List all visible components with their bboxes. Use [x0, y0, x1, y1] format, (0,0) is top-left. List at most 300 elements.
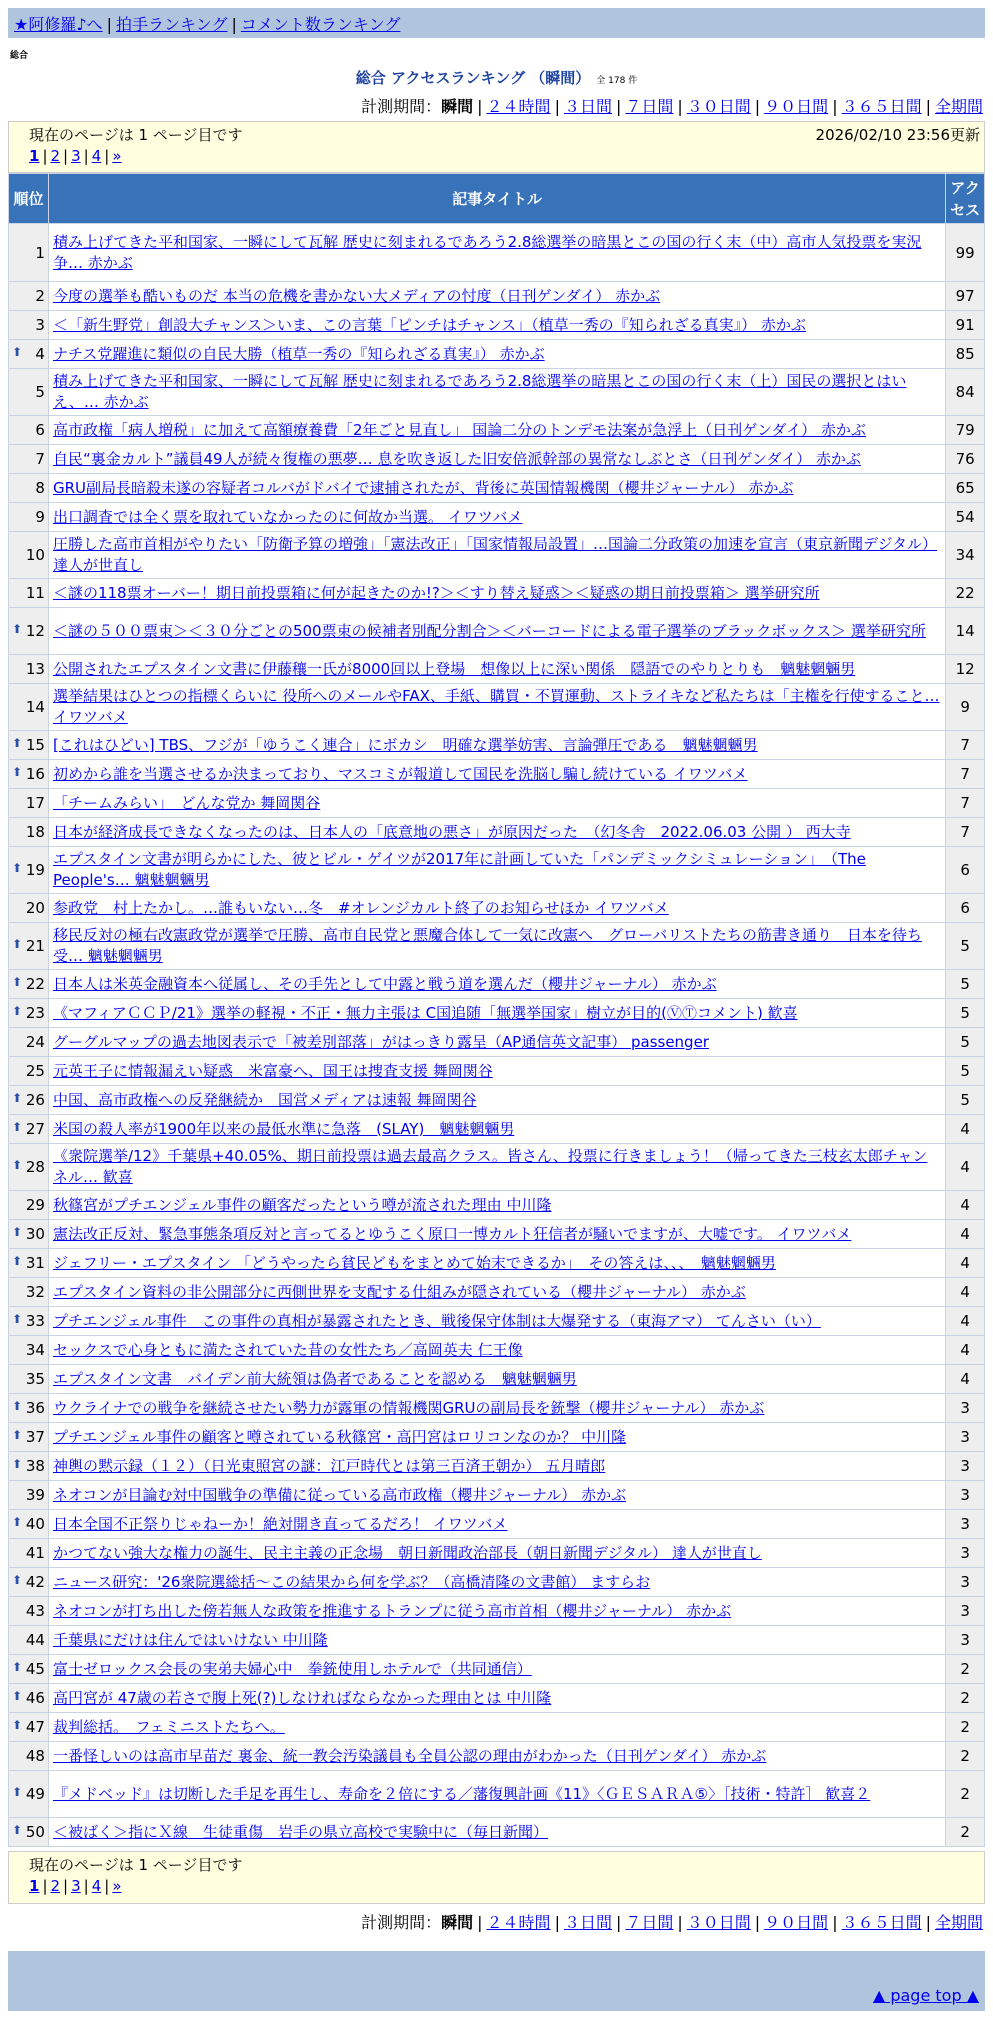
article-link[interactable]: ＜被ばく＞指にＸ線 生徒重傷 岩手の県立高校で実験中に（毎日新聞）: [52, 1822, 548, 1841]
rank-cell: [9, 894, 49, 923]
rank-number: 33: [25, 1312, 45, 1330]
access-count: 84: [946, 369, 985, 416]
rank-number: 32: [25, 1283, 45, 1301]
rank-number: 3: [35, 316, 45, 334]
table-row: [9, 1423, 985, 1452]
access-count: 4: [946, 1278, 985, 1307]
rank-cell: [9, 1771, 49, 1818]
title-cell: [48, 1539, 945, 1568]
rank-cell: [9, 1655, 49, 1684]
article-link[interactable]: 《マフィアＣＣＰ/21》選挙の軽視・不正・無力主張は C国追随「無選挙国家」樹立が目的(ⓋⓉコメント) 歓喜: [52, 1003, 798, 1022]
separator: |: [677, 1913, 683, 1932]
separator: |: [42, 147, 48, 165]
access-count: 85: [946, 340, 985, 369]
table-row: [9, 503, 985, 532]
rank-number: 4: [35, 345, 45, 363]
rank-up-arrow-icon: ⬆: [12, 1312, 23, 1326]
access-count: 4: [946, 1191, 985, 1220]
article-link[interactable]: 秋篠宮がプチエンジェル事件の顧客だったという噂が流された理由 中川隆: [52, 1195, 552, 1214]
rank-number: 16: [25, 765, 45, 783]
period-link-2[interactable]: ７日間: [625, 97, 674, 116]
title-cell: [48, 923, 945, 970]
table-row: [9, 999, 985, 1028]
bottom-bar: [8, 1951, 985, 1981]
rank-up-arrow-icon: ⬆: [12, 1120, 23, 1134]
rank-number: 2: [35, 287, 45, 305]
article-link[interactable]: 出口調査では全く票を取れていなかったのに何故か当選。 イワツバメ: [52, 507, 523, 526]
table-row: [9, 282, 985, 311]
access-count: 3: [946, 1394, 985, 1423]
article-link[interactable]: 『メドベッド』は切断した手足を再生し、寿命を２倍にする／藩復興計画《11》〈ＧＥＳＡＲＡ⑤〉［技術・特許］ 歓喜２: [52, 1784, 871, 1803]
table-row: [9, 818, 985, 847]
article-link[interactable]: [これはひどい] TBS、フジが「ゆうこく連合」にボカシ 明確な選挙妨害、言論弾圧である 魑魅魍魎男: [52, 735, 758, 754]
access-count: 2: [946, 1818, 985, 1847]
rank-cell: [9, 684, 49, 731]
access-count: 7: [946, 731, 985, 760]
period-link-3-bottom[interactable]: ３０日間: [686, 1913, 751, 1932]
article-link[interactable]: 今度の選挙も酷いものだ 本当の危機を書かない大メディアの忖度（日刊ゲンダイ） 赤かぶ: [52, 286, 661, 305]
title-cell: [48, 1191, 945, 1220]
article-link[interactable]: かつてない強大な権力の誕生、民主主義の正念場 朝日新聞政治部長（朝日新聞デジタル） 達人が世直し: [52, 1543, 762, 1562]
page-link-3-bottom[interactable]: 3: [71, 1877, 81, 1895]
article-link[interactable]: 選挙結果はひとつの指標くらいに 役所へのメールやFAX、手紙、購買・不買運動、ストライキなど私たちは「主権を行使すること… イワツバメ: [52, 687, 940, 726]
rank-cell: [9, 999, 49, 1028]
rank-cell: [9, 503, 49, 532]
article-link[interactable]: ジェフリー・エプスタイン 「どうやったら貧民どもをまとめて始末できるか」 その答えは、、、 魑魅魍魎男: [52, 1253, 776, 1272]
article-link[interactable]: プチエンジェル事件 この事件の真相が暴露されたとき、戦後保守体制は大爆発する（東海アマ） てんさい（い）: [52, 1311, 821, 1330]
rank-up-arrow-icon: ⬆: [12, 1004, 23, 1018]
rank-cell: [9, 1568, 49, 1597]
access-count: 12: [946, 655, 985, 684]
title-cell: [48, 1597, 945, 1626]
rank-number: 48: [25, 1747, 45, 1765]
page-top-link[interactable]: ▲ page top ▲: [872, 1986, 979, 2005]
article-link[interactable]: エプスタイン資料の非公開部分に西側世界を支配する仕組みが隠されている（櫻井ジャーナル） 赤かぶ: [52, 1282, 746, 1301]
title-cell: [48, 1771, 945, 1818]
title-cell: [48, 894, 945, 923]
period-link-6[interactable]: 全期間: [934, 97, 983, 116]
title-cell: [48, 1684, 945, 1713]
period-link-6-bottom[interactable]: 全期間: [934, 1913, 983, 1932]
table-row: [9, 847, 985, 894]
article-link[interactable]: 日本人は米英金融資本へ従属し、その手先として中露と戦う道を選んだ（櫻井ジャーナル） 赤かぶ: [52, 974, 717, 993]
rank-number: 7: [35, 450, 45, 468]
article-link[interactable]: 一番怪しいのは高市早苗だ 裏金、統一教会汚染議員も全員公認の理由がわかった（日刊ゲンダイ） 赤かぶ: [52, 1746, 767, 1765]
article-link[interactable]: 高円宮が 47歳の若さで腹上死(?)しなければならなかった理由とは 中川隆: [52, 1688, 552, 1707]
title-cell: [48, 311, 945, 340]
separator: |: [925, 97, 931, 116]
rank-cell: [9, 1742, 49, 1771]
rank-number: 50: [25, 1823, 45, 1841]
separator: |: [83, 147, 89, 165]
article-link[interactable]: 積み上げてきた平和国家、一瞬にして瓦解 歴史に刻まれるであろう2.8総選挙の暗黒とこの国の行く末（上）国民の選択とはいえ、… 赤かぶ: [52, 372, 907, 411]
rank-number: 14: [25, 698, 45, 716]
rank-number: 43: [25, 1602, 45, 1620]
table-header-row: [9, 174, 985, 224]
article-link[interactable]: エプスタイン文書が明らかにした、彼とビル・ゲイツが2017年に計画していた「パンデミックシミュレーション」 （The People's… 魑魅魍魎男: [52, 850, 866, 889]
title-cell: [48, 1144, 945, 1191]
article-link[interactable]: 元英王子に情報漏えい疑惑 米富豪へ、国王は捜査支援 舞岡関谷: [52, 1061, 493, 1080]
access-count: 54: [946, 503, 985, 532]
rank-cell: [9, 789, 49, 818]
rank-cell: [9, 340, 49, 369]
table-row: [9, 1481, 985, 1510]
rank-up-arrow-icon: ⬆: [12, 1091, 23, 1105]
rank-cell: [9, 923, 49, 970]
rank-number: 20: [25, 899, 45, 917]
rank-number: 46: [25, 1689, 45, 1707]
rank-up-arrow-icon: ⬆: [12, 1399, 23, 1413]
access-count: 6: [946, 894, 985, 923]
title-cell: [48, 1394, 945, 1423]
period-link-2-bottom[interactable]: ７日間: [625, 1913, 674, 1932]
ranking-table-body: [9, 224, 985, 1847]
access-count: 4: [946, 1336, 985, 1365]
rank-up-arrow-icon: ⬆: [12, 861, 23, 875]
article-link[interactable]: 初めから誰を当選させるか決まっており、マスコミが報道して国民を洗脳し騙し続けている イワツバメ: [52, 764, 748, 783]
table-row: [9, 1818, 985, 1847]
rank-cell: [9, 1481, 49, 1510]
header-title: 記事タイトル: [48, 174, 945, 224]
title-cell: [48, 1115, 945, 1144]
article-link[interactable]: プチエンジェル事件の顧客と噂されている秋篠宮・高円宮はロリコンなのか？ 中川隆: [52, 1427, 627, 1446]
access-count: 3: [946, 1452, 985, 1481]
article-link[interactable]: ナチス党躍進に類似の自民大勝（植草一秀の『知られざる真実』） 赤かぶ: [52, 344, 545, 363]
rank-up-arrow-icon: ⬆: [12, 1225, 23, 1239]
rank-up-arrow-icon: ⬆: [12, 1428, 23, 1442]
rank-number: 47: [25, 1718, 45, 1736]
rank-number: 26: [25, 1091, 45, 1109]
rank-up-arrow-icon: ⬆: [12, 1254, 23, 1268]
article-link[interactable]: グーグルマップの過去地図表示で「被差別部落」がはっきり露呈（AP通信英文記事） passenger: [52, 1032, 709, 1051]
title-cell: [48, 340, 945, 369]
rank-up-arrow-icon: ⬆: [12, 1823, 23, 1837]
rank-cell: [9, 818, 49, 847]
rank-up-arrow-icon: ⬆: [12, 765, 23, 779]
separator: |: [477, 97, 483, 116]
separator: |: [754, 97, 761, 116]
period-link-1-bottom[interactable]: ３日間: [563, 1913, 612, 1932]
title-cell: [48, 789, 945, 818]
rank-cell: [9, 369, 49, 416]
period-link-5[interactable]: ３６５日間: [841, 97, 922, 116]
rank-cell: [9, 1818, 49, 1847]
rank-cell: [9, 1452, 49, 1481]
article-link[interactable]: ＜謎の118票オーバー！期日前投票箱に何が起きたのか!?＞＜すり替え疑惑＞＜疑惑の期日前投票箱＞ 選挙研究所: [52, 583, 820, 602]
title-cell: [48, 445, 945, 474]
page-title-row: [0, 67, 993, 88]
rank-cell: [9, 1539, 49, 1568]
title-cell: [48, 1278, 945, 1307]
rank-cell: [9, 311, 49, 340]
page-link-4[interactable]: 4: [91, 147, 102, 165]
table-row: [9, 894, 985, 923]
rank-cell: [9, 579, 49, 608]
title-cell: [48, 1365, 945, 1394]
period-link-1[interactable]: ３日間: [563, 97, 612, 116]
period-link-4[interactable]: ９０日間: [764, 97, 829, 116]
rank-up-arrow-icon: ⬆: [12, 1785, 23, 1799]
rank-cell: [9, 1278, 49, 1307]
rank-cell: [9, 1510, 49, 1539]
rank-number: 45: [25, 1660, 45, 1678]
article-link[interactable]: 《衆院選挙/12》千葉県+40.05%、期日前投票は過去最高クラス。皆さん、投票に行きましょう！（帰ってきた三枝玄太郎チャンネル… 歓喜: [52, 1147, 928, 1186]
period-link-3[interactable]: ３０日間: [686, 97, 751, 116]
article-link[interactable]: 高市政権「病人増税」に加えて高額療養費「2年ごと見直し」 国論二分のトンデモ法案が急浮上（日刊ゲンダイ） 赤かぶ: [52, 420, 866, 439]
title-cell: [48, 579, 945, 608]
rank-number: 9: [35, 508, 45, 526]
top-nav-bar: [8, 8, 985, 38]
separator: |: [615, 1913, 622, 1932]
table-row: [9, 224, 985, 282]
rank-number: 21: [25, 937, 45, 955]
rank-cell: [9, 474, 49, 503]
table-row: [9, 579, 985, 608]
article-link[interactable]: 日本全国不正祭りじゃねーか！絶対開き直ってるだろ！ イワツバメ: [52, 1514, 508, 1533]
title-cell: [48, 1818, 945, 1847]
title-cell: [48, 1452, 945, 1481]
genre-label: 総合: [10, 51, 29, 61]
access-count: 79: [946, 416, 985, 445]
separator: |: [83, 1877, 89, 1895]
table-row: [9, 1365, 985, 1394]
rank-cell: [9, 970, 49, 999]
page-current[interactable]: 1: [29, 147, 40, 165]
rank-cell: [9, 655, 49, 684]
title-cell: [48, 1086, 945, 1115]
title-cell: [48, 818, 945, 847]
article-link[interactable]: ウクライナでの戦争を継続させたい勢力が露軍の情報機関GRUの副局長を銃撃（櫻井ジャーナル） 赤かぶ: [52, 1398, 765, 1417]
title-cell: [48, 416, 945, 445]
separator: |: [925, 1913, 931, 1932]
rank-cell: [9, 1713, 49, 1742]
page-link-4-bottom[interactable]: 4: [91, 1877, 102, 1895]
nav-link-asyura[interactable]: ★阿修羅♪へ: [14, 15, 103, 34]
table-row: [9, 1597, 985, 1626]
title-cell: [48, 1028, 945, 1057]
access-count: 5: [946, 999, 985, 1028]
rank-number: 31: [25, 1254, 45, 1272]
article-link[interactable]: ＜謎の５００票束＞＜３０分ごとの500票束の候補者別配分割合＞＜バーコードによる電子選挙のブラックボックス＞ 選挙研究所: [52, 621, 926, 640]
rank-number: 18: [25, 823, 45, 841]
article-link[interactable]: 参政党 村上たかし。…誰もいない…冬 #オレンジカルト終了のお知らせほか イワツバメ: [52, 898, 669, 917]
title-cell: [48, 1626, 945, 1655]
rank-number: 11: [25, 584, 45, 602]
separator: |: [477, 1913, 483, 1932]
rank-number: 28: [25, 1158, 45, 1176]
access-count: 2: [946, 1771, 985, 1818]
period-current: 瞬間: [441, 97, 474, 116]
article-link[interactable]: 日本が経済成長できなくなったのは、日本人の「底意地の悪さ」が原因だった （幻冬舎 2022.06.03 公開 ） 西大寺: [52, 822, 851, 841]
period-link-0[interactable]: ２４時間: [486, 97, 551, 116]
nav-link-applause-ranking[interactable]: 拍手ランキング: [115, 15, 228, 34]
article-link[interactable]: GRU副局長暗殺未遂の容疑者コルバがドバイで逮捕されたが、背後に英国情報機関（櫻井ジャーナル） 赤かぶ: [52, 478, 794, 497]
rank-number: 27: [25, 1120, 45, 1138]
rank-number: 17: [25, 794, 45, 812]
rank-cell: [9, 1684, 49, 1713]
rank-up-arrow-icon: ⬆: [12, 1689, 23, 1703]
article-link[interactable]: ＜「新生野党」創設大チャンス＞いま、この言葉「ピンチはチャンス」（植草一秀の『知られざる真実』） 赤かぶ: [52, 315, 806, 334]
table-row: [9, 923, 985, 970]
access-count: 5: [946, 923, 985, 970]
page-info-box-bottom: [8, 1851, 985, 1904]
table-row: [9, 474, 985, 503]
separator: |: [677, 97, 683, 116]
page-next-link[interactable]: »: [112, 147, 122, 165]
article-link[interactable]: 「チームみらい」 どんな党か 舞岡関谷: [52, 793, 321, 812]
period-link-4-bottom[interactable]: ９０日間: [764, 1913, 829, 1932]
table-row: [9, 340, 985, 369]
article-link[interactable]: ネオコンが打ち出した傍若無人な政策を推進するトランプに従う高市首相（櫻井ジャーナル） 赤かぶ: [52, 1601, 732, 1620]
access-count: 2: [946, 1684, 985, 1713]
rank-number: 38: [25, 1457, 45, 1475]
separator: |: [832, 97, 838, 116]
updated-timestamp: 2026/02/10 23:56更新: [815, 126, 980, 144]
table-row: [9, 1626, 985, 1655]
title-cell: [48, 369, 945, 416]
rank-cell: [9, 1086, 49, 1115]
title-cell: [48, 282, 945, 311]
access-count: 76: [946, 445, 985, 474]
rank-up-arrow-icon: ⬆: [12, 1515, 23, 1529]
rank-up-arrow-icon: ⬆: [12, 345, 23, 359]
article-link[interactable]: 移民反対の極右改憲政党が選挙で圧勝、高市自民党と悪魔合体して一気に改憲へ グローバリストたちの筋書き通り 日本を待ち受… 魑魅魍魎男: [52, 926, 922, 965]
rank-cell: [9, 1057, 49, 1086]
rank-cell: [9, 847, 49, 894]
article-link[interactable]: ニュース研究：'26衆院選総括～この結果から何を学ぶ？（高橋清隆の文書館） ますらお: [52, 1572, 651, 1591]
separator: |: [63, 147, 69, 165]
page-link-2-bottom[interactable]: 2: [50, 1877, 61, 1895]
rank-number: 24: [25, 1033, 45, 1051]
table-row: [9, 789, 985, 818]
pagination: [29, 147, 980, 165]
access-count: 5: [946, 970, 985, 999]
rank-cell: [9, 608, 49, 655]
table-row: [9, 1144, 985, 1191]
rank-up-arrow-icon: ⬆: [12, 937, 23, 951]
period-current-bottom: 瞬間: [441, 1913, 474, 1932]
rank-number: 12: [25, 622, 45, 640]
access-count: 6: [946, 847, 985, 894]
separator: |: [615, 97, 622, 116]
rank-number: 1: [35, 243, 45, 262]
access-count: 4: [946, 1307, 985, 1336]
separator: |: [63, 1877, 69, 1895]
rank-number: 10: [25, 546, 45, 564]
period-selector-bottom: [8, 1910, 983, 1933]
page-current-bottom[interactable]: 1: [29, 1877, 40, 1895]
rank-number: 25: [25, 1062, 45, 1080]
rank-cell: [9, 1423, 49, 1452]
period-label-bottom: 計測期間：: [361, 1913, 442, 1932]
rank-cell: [9, 760, 49, 789]
ranking-table: [8, 173, 985, 1847]
page-link-3[interactable]: 3: [71, 147, 81, 165]
title-cell: [48, 1742, 945, 1771]
rank-up-arrow-icon: ⬆: [12, 1457, 23, 1471]
article-link[interactable]: 裁判総括。 フェミニストたちへ。: [52, 1717, 285, 1736]
article-link[interactable]: 公開されたエプスタイン文書に伊藤穰一氏が8000回以上登場 想像以上に深い関係 隠語でのやりとりも 魑魅魍魎男: [52, 659, 856, 678]
access-count: 14: [946, 608, 985, 655]
table-row: [9, 1220, 985, 1249]
rank-up-arrow-icon: ⬆: [12, 1718, 23, 1732]
separator: |: [104, 147, 110, 165]
separator: |: [554, 97, 560, 116]
period-link-0-bottom[interactable]: ２４時間: [486, 1913, 551, 1932]
article-link[interactable]: 自民“裏金カルト”議員49人が続々復権の悪夢… 息を吹き返した旧安倍派幹部の異常なしぶとさ（日刊ゲンダイ） 赤かぶ: [52, 449, 861, 468]
page-title: 総合 アクセスランキング （瞬間）: [355, 69, 591, 87]
page-link-2[interactable]: 2: [50, 147, 61, 165]
article-link[interactable]: 神輿の黙示録（１２）（日光東照宮の謎：江戸時代とは第三百済王朝か） 五月晴郎: [52, 1456, 606, 1475]
access-count: 3: [946, 1481, 985, 1510]
article-link[interactable]: 富士ゼロックス会長の実弟夫婦心中 拳銃使用しホテルで（共同通信）: [52, 1659, 532, 1678]
article-link[interactable]: 憲法改正反対、緊急事態条項反対と言ってるとゆうこく原口一博カルト狂信者が騒いでますが、大嘘です。 イワツバメ: [52, 1224, 852, 1243]
article-link[interactable]: セックスで心身ともに満たされていた昔の女性たち／高岡英夫 仁王像: [52, 1340, 523, 1359]
rank-up-arrow-icon: ⬆: [12, 622, 23, 636]
title-cell: [48, 1220, 945, 1249]
rank-number: 41: [25, 1544, 45, 1562]
table-row: [9, 532, 985, 579]
table-row: [9, 1742, 985, 1771]
access-count: 3: [946, 1597, 985, 1626]
article-link[interactable]: 積み上げてきた平和国家、一瞬にして瓦解 歴史に刻まれるであろう2.8総選挙の暗黒とこの国の行く末（中）高市人気投票を実況争… 赤かぶ: [52, 232, 922, 272]
article-link[interactable]: 千葉県にだけは住んではいけない 中川隆: [52, 1630, 328, 1649]
access-count: 65: [946, 474, 985, 503]
rank-up-arrow-icon: ⬆: [12, 975, 23, 989]
table-row: [9, 1539, 985, 1568]
access-count: 91: [946, 311, 985, 340]
period-selector: [8, 94, 983, 117]
access-count: 97: [946, 282, 985, 311]
period-link-5-bottom[interactable]: ３６５日間: [841, 1913, 922, 1932]
table-row: [9, 1684, 985, 1713]
article-link[interactable]: ネオコンが目論む対中国戦争の準備に従っている高市政権（櫻井ジャーナル） 赤かぶ: [52, 1485, 627, 1504]
table-row: [9, 369, 985, 416]
rank-cell: [9, 445, 49, 474]
article-link[interactable]: エプスタイン文書 バイデン前大統領は偽者であることを認める 魑魅魍魎男: [52, 1369, 577, 1388]
rank-number: 8: [35, 479, 45, 497]
title-cell: [48, 1568, 945, 1597]
article-link[interactable]: 中国、高市政権への反発継続か 国営メディアは速報 舞岡関谷: [52, 1090, 477, 1109]
rank-cell: [9, 1626, 49, 1655]
access-count: 3: [946, 1568, 985, 1597]
page-next-link-bottom[interactable]: »: [112, 1877, 122, 1895]
rank-number: 5: [35, 383, 45, 401]
rank-cell: [9, 1249, 49, 1278]
separator: |: [104, 1877, 110, 1895]
title-cell: [48, 655, 945, 684]
access-count: 9: [946, 684, 985, 731]
table-row: [9, 1057, 985, 1086]
title-cell: [48, 608, 945, 655]
nav-link-comment-ranking[interactable]: コメント数ランキング: [240, 15, 401, 34]
article-link[interactable]: 米国の殺人率が1900年以来の最低水準に急落 (SLAY) 魑魅魍魎男: [52, 1119, 515, 1138]
rank-number: 35: [25, 1370, 45, 1388]
rank-cell: [9, 282, 49, 311]
rank-up-arrow-icon: ⬆: [12, 1158, 23, 1172]
rank-cell: [9, 1191, 49, 1220]
table-row: [9, 731, 985, 760]
access-count: 4: [946, 1249, 985, 1278]
access-count: 2: [946, 1713, 985, 1742]
title-cell: [48, 474, 945, 503]
current-page-text-bottom: 現在のページは 1 ページ目です: [29, 1856, 243, 1874]
table-row: [9, 445, 985, 474]
title-cell: [48, 1249, 945, 1278]
article-link[interactable]: 圧勝した高市首相がやりたい「防衛予算の増強」「憲法改正」「国家情報局設置」…国論二分政策の加速を宣言（東京新聞デジタル） 達人が世直し: [52, 535, 938, 574]
title-cell: [48, 1655, 945, 1684]
rank-cell: [9, 1115, 49, 1144]
